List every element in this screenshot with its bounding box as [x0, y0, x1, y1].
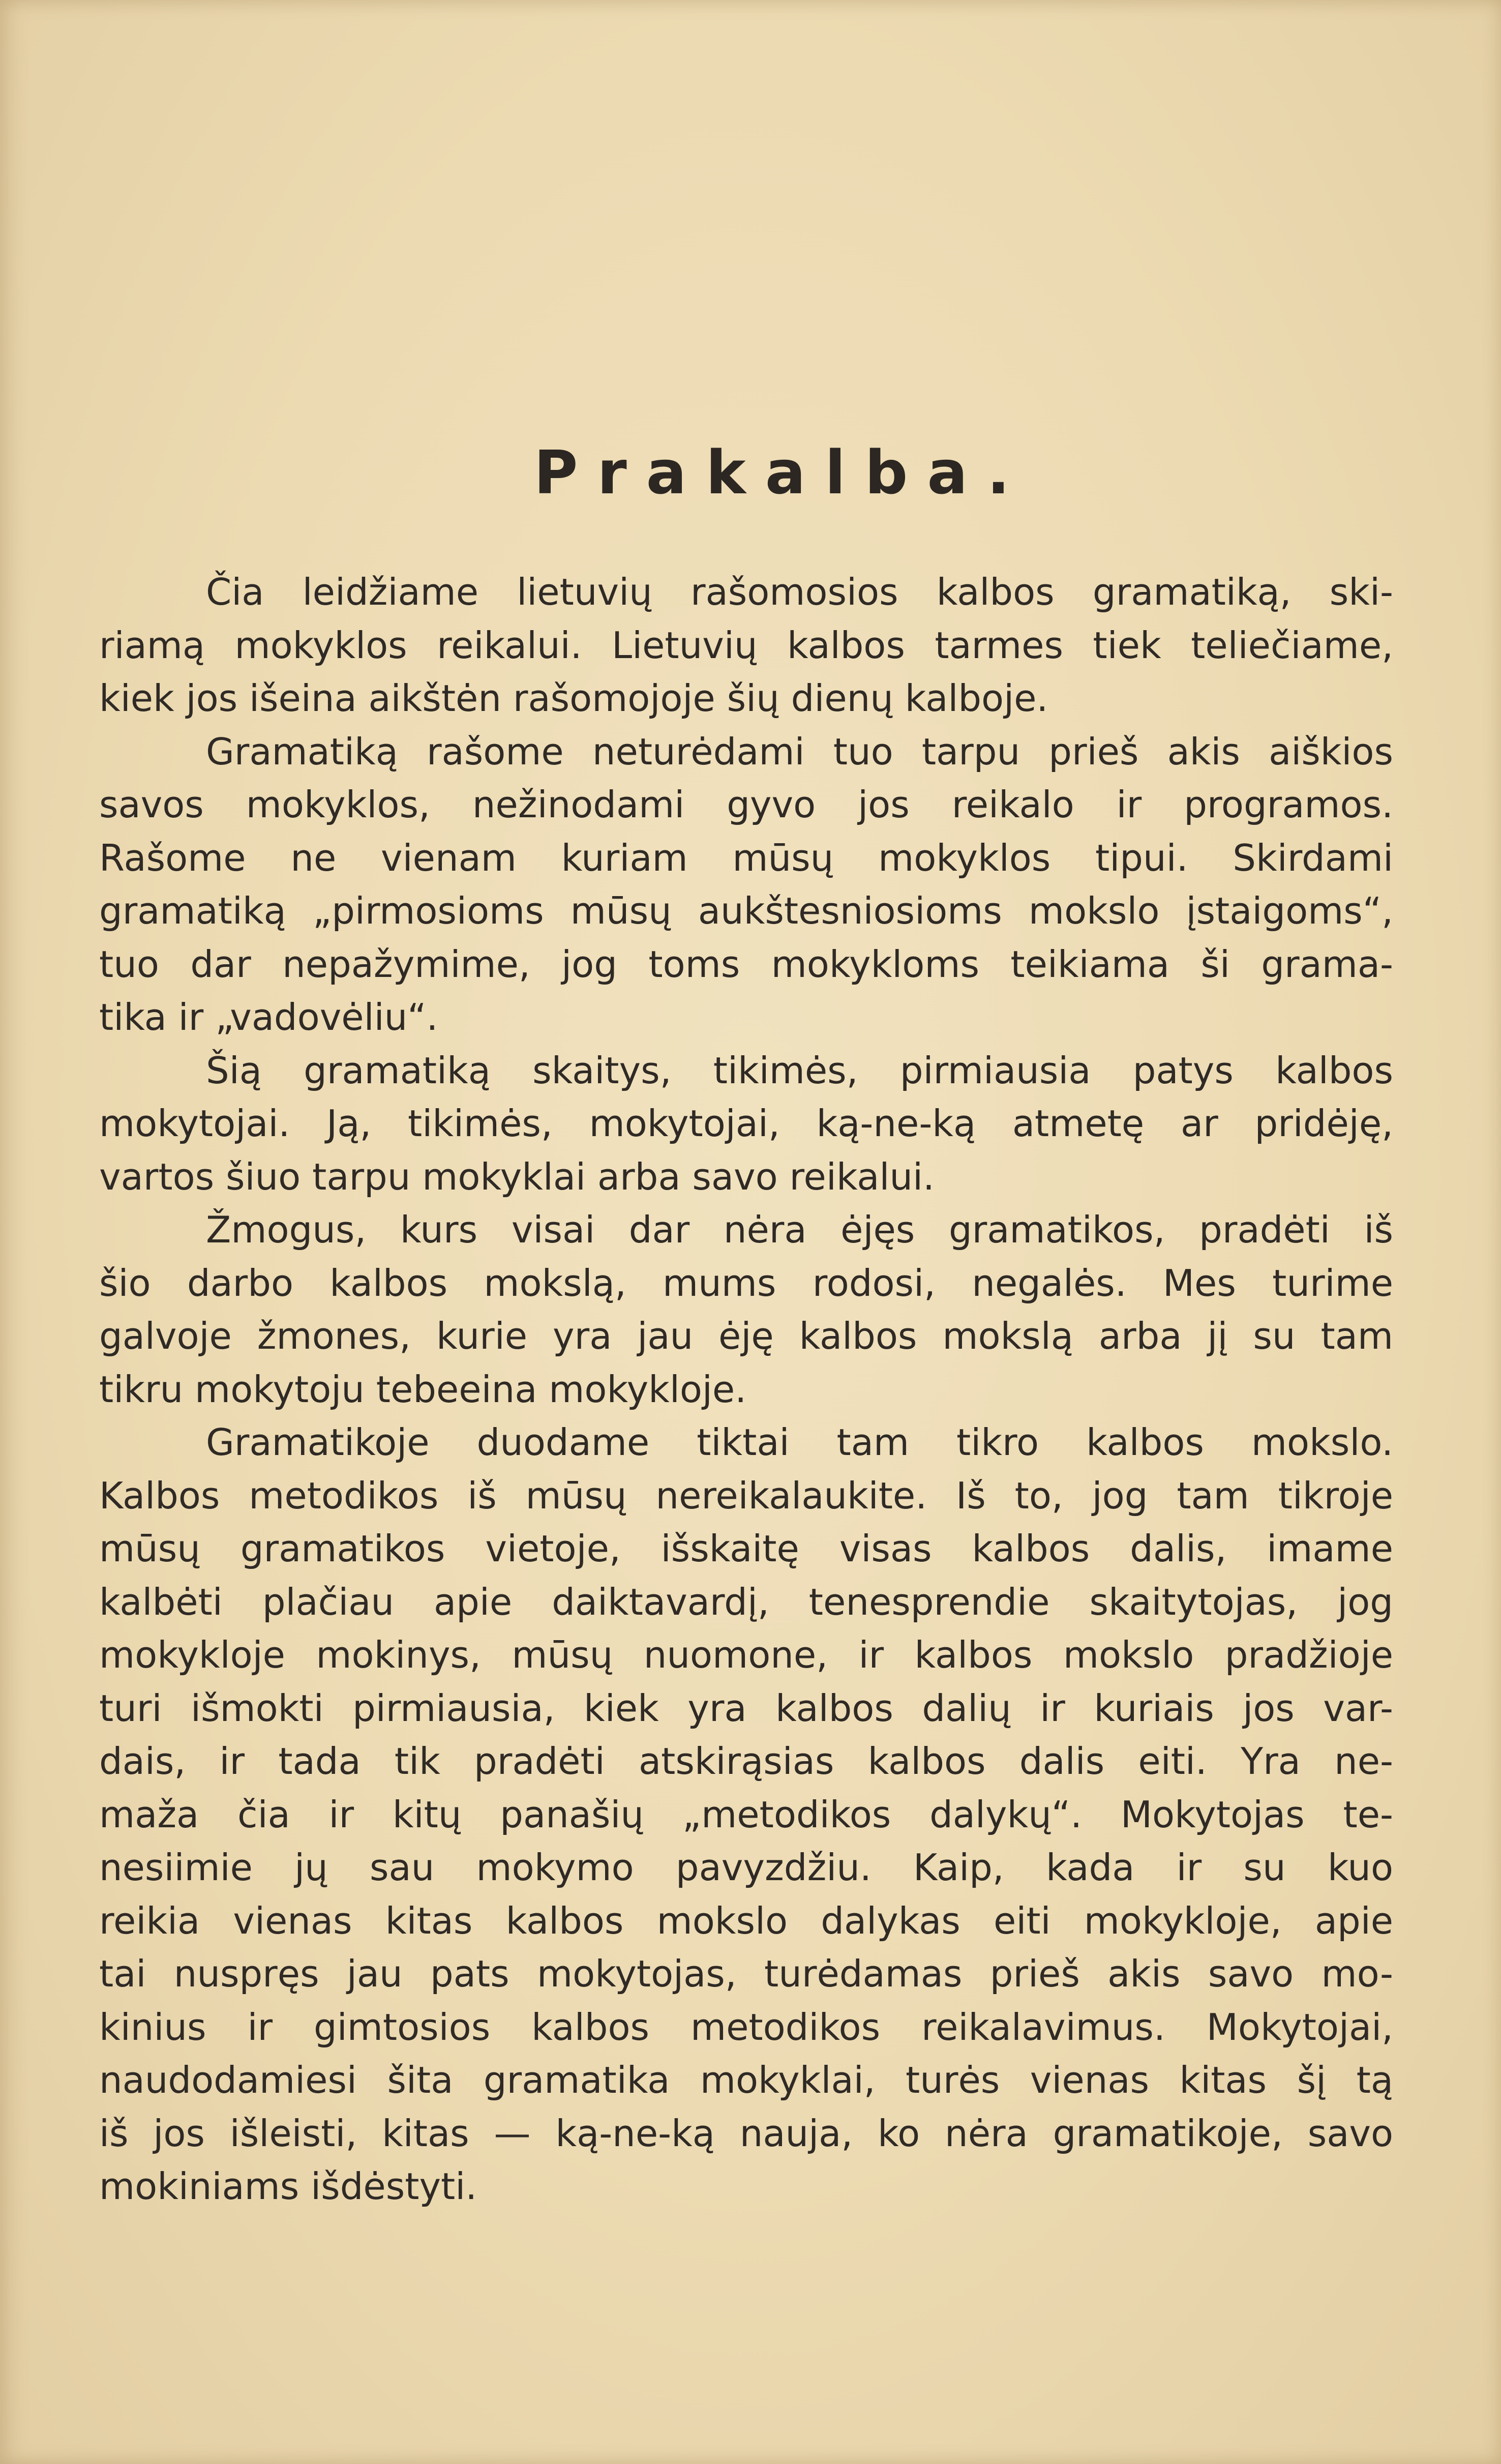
text-line: tika ir „vadovėliu“.: [99, 996, 438, 1038]
text-line: tikru mokytoju tebeeina mokykloje.: [99, 1368, 747, 1411]
text-line: mokiniams išdėstyti.: [99, 2165, 477, 2208]
page-title: Prakalba.: [534, 437, 1029, 508]
text-line: mokytojai. Ją, tikimės, mokytojai, ką-ne-ką atmetę ar pridėję,: [99, 1102, 1393, 1145]
text-line: gramatiką „pirmosioms mūsų aukštesniosioms mokslo įstaigoms“,: [99, 889, 1393, 932]
text-line: Čia leidžiame lietuvių rašomosios kalbos gramatiką, ski-: [206, 571, 1393, 613]
text-line: šio darbo kalbos mokslą, mums rodosi, negalės. Mes turime: [99, 1261, 1393, 1304]
text-line: Gramatikoje duodame tiktai tam tikro kalbos mokslo.: [206, 1421, 1393, 1464]
text-line: vartos šiuo tarpu mokyklai arba savo reikalui.: [99, 1155, 935, 1198]
text-line: Gramatiką rašome neturėdami tuo tarpu prieš akis aiškios: [206, 730, 1393, 773]
paragraph-4: [99, 1416, 1393, 2213]
text-line: savos mokyklos, nežinodami gyvo jos reikalo ir programos.: [99, 783, 1393, 826]
text-line: naudodamiesi šita gramatika mokyklai, turės vienas kitas šį tą: [99, 2059, 1393, 2101]
text-line: Rašome ne vienam kuriam mūsų mokyklos tipui. Skirdami: [99, 836, 1393, 879]
text-line: mūsų gramatikos vietoje, išskaitę visas kalbos dalis, imame: [99, 1527, 1393, 1570]
text-line: reikia vienas kitas kalbos mokslo dalykas eiti mokykloje, apie: [99, 1899, 1393, 1942]
text-line: iš jos išleisti, kitas — ką-ne-ką nauja, ko nėra gramatikoje, savo: [99, 2112, 1393, 2155]
text-line: tai nuspręs jau pats mokytojas, turėdamas prieš akis savo mo-: [99, 1952, 1393, 1995]
text-line: Žmogus, kurs visai dar nėra ėjęs gramatikos, pradėti iš: [206, 1208, 1393, 1251]
text-line: mokykloje mokinys, mūsų nuomone, ir kalbos mokslo pradžioje: [99, 1634, 1393, 1676]
paragraph-1: [99, 566, 1393, 1044]
text-line: riamą mokyklos reikalui. Lietuvių kalbos tarmes tiek teliečiame,: [99, 624, 1393, 667]
text-line: turi išmokti pirmiausia, kiek yra kalbos dalių ir kuriais jos var-: [99, 1686, 1393, 1730]
paragraph-2: [99, 1044, 1393, 1204]
text-line: dais, ir tada tik pradėti atskirąsias kalbos dalis eiti. Yra ne-: [99, 1740, 1393, 1783]
text-line: maža čia ir kitų panašių „metodikos dalykų“. Mokytojas te-: [99, 1793, 1393, 1836]
preface-body: [99, 566, 1393, 2213]
text-line: galvoje žmones, kurie yra jau ėję kalbos mokslą arba jį su tam: [99, 1315, 1393, 1357]
text-line: tuo dar nepažymime, jog toms mokykloms teikiama ši grama-: [99, 942, 1393, 986]
paragraph-3: [99, 1203, 1393, 1416]
text-line: kalbėti plačiau apie daiktavardį, tenesprendie skaitytojas, jog: [99, 1580, 1393, 1623]
text-line: kinius ir gimtosios kalbos metodikos reikalavimus. Mokytojai,: [99, 2005, 1393, 2049]
text-line: kiek jos išeina aikštėn rašomojoje šių dienų kalboje.: [99, 677, 1048, 720]
text-line: nesiimie jų sau mokymo pavyzdžiu. Kaip, kada ir su kuo: [99, 1846, 1393, 1889]
text-line: Šią gramatiką skaitys, tikimės, pirmiausia patys kalbos: [206, 1049, 1393, 1092]
text-line: Kalbos metodikos iš mūsų nereikalaukite. Iš to, jog tam tikroje: [99, 1474, 1393, 1517]
